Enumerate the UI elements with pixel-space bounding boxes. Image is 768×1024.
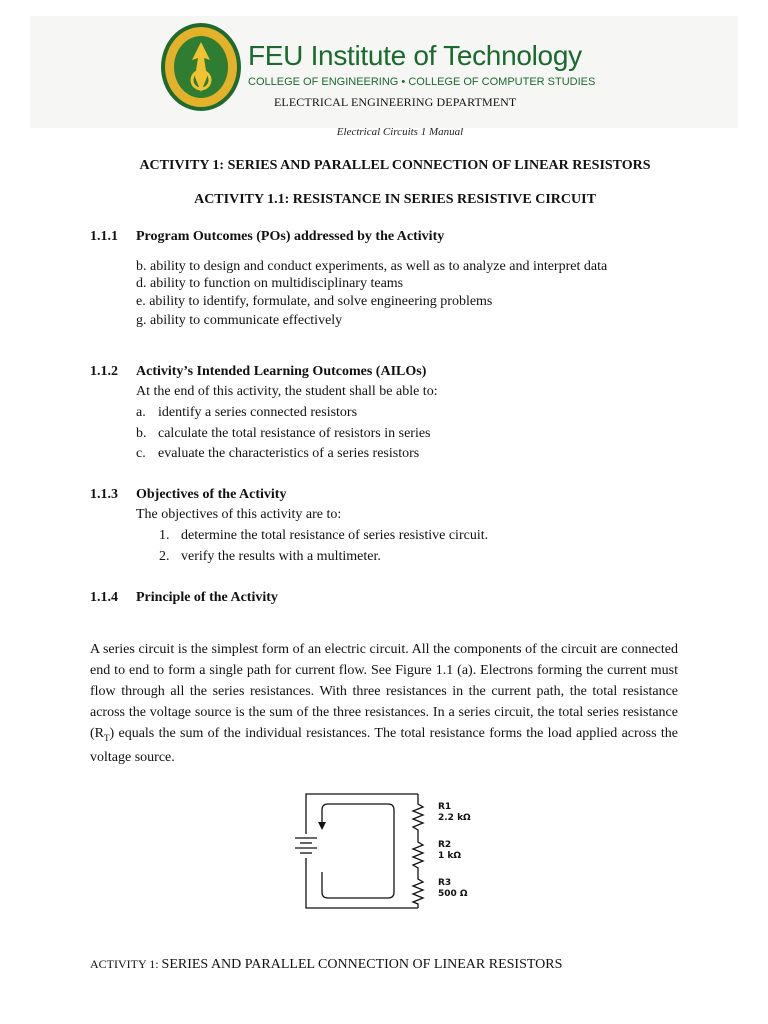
resistor-value: 1 kΩ (438, 851, 462, 861)
subscript-t: T (104, 732, 110, 743)
section-title: Principle of the Activity (136, 590, 278, 605)
resistor-r3-symbol (413, 876, 423, 908)
ailo-intro: At the end of this activity, the student shall be able to: (136, 384, 438, 399)
item-label: 1. (159, 528, 170, 543)
section-heading-1-1-4 (90, 590, 278, 606)
section-number: 1.1.1 (90, 229, 118, 244)
section-title: Activity’s Intended Learning Outcomes (AILOs) (136, 364, 427, 379)
institution-name: FEU Institute of Technology (248, 40, 582, 71)
colleges-line: COLLEGE OF ENGINEERING • COLLEGE OF COMPUTER STUDIES (248, 76, 596, 88)
item-text: verify the results with a multimeter. (181, 549, 381, 564)
footer-text: SERIES AND PARALLEL CONNECTION OF LINEAR RESISTORS (161, 957, 563, 972)
paragraph-text-b: ) equals the sum of the individual resistances. The total resistance forms the load applied across the voltage source. (90, 725, 678, 766)
resistor-r2-symbol (413, 838, 423, 876)
department-name: ELECTRICAL ENGINEERING DEPARTMENT (274, 95, 517, 109)
current-flow-path (322, 804, 394, 898)
item-text: evaluate the characteristics of a series resistors (158, 446, 420, 461)
resistor-name: R2 (438, 840, 452, 850)
item-text: calculate the total resistance of resistors in series (158, 426, 431, 441)
section-number: 1.1.3 (90, 487, 118, 502)
item-text: identify a series connected resistors (158, 405, 358, 420)
item-label: 2. (159, 549, 170, 564)
item-text: determine the total resistance of series resistive circuit. (181, 528, 489, 543)
circuit-wire (306, 858, 418, 908)
section-number: 1.1.4 (90, 590, 118, 605)
subactivity-title: ACTIVITY 1.1: RESISTANCE IN SERIES RESISTIVE CIRCUIT (194, 192, 596, 207)
resistor-r1-symbol (413, 794, 423, 838)
resistor-value: 500 Ω (438, 889, 468, 899)
ailo-item (136, 446, 419, 462)
manual-title: Electrical Circuits 1 Manual (336, 126, 464, 138)
section-heading-1-1-1 (90, 229, 444, 245)
section-heading-1-1-2 (90, 364, 426, 380)
section-number: 1.1.2 (90, 364, 118, 379)
resistor-labels (438, 802, 471, 900)
objectives-intro: The objectives of this activity are to: (136, 507, 342, 522)
po-item: e. ability to identify, formulate, and solve engineering problems (136, 294, 493, 309)
po-item: g. ability to communicate effectively (136, 313, 343, 328)
item-label: a. (136, 405, 146, 420)
activity-title: ACTIVITY 1: SERIES AND PARALLEL CONNECTION OF LINEAR RESISTORS (139, 158, 651, 173)
ailo-item (136, 426, 431, 442)
resistor-value: 2.2 kΩ (438, 813, 471, 823)
objective-item (159, 528, 488, 544)
feu-tech-seal-logo (160, 22, 242, 112)
letterhead-band (30, 16, 738, 128)
footer-prefix: ACTIVITY 1: (90, 957, 162, 971)
paragraph-text-a: A series circuit is the simplest form of an electric circuit. All the components of the circuit are connected end to end to form a single path for current flow. See Figure 1.1 (a). Electrons forming the current must flow through all the series resistances. With three resistances in the current path, the total resistance across the voltage source is the sum of the three resistances. In a series circuit, the total series resistance (R (90, 642, 678, 741)
resistor-name: R1 (438, 802, 452, 812)
objective-item (159, 549, 381, 565)
page-footer (90, 957, 562, 973)
po-item: b. ability to design and conduct experiments, as well as to analyze and interpret data (136, 259, 608, 274)
resistor-name: R3 (438, 878, 452, 888)
principle-paragraph (90, 640, 678, 769)
po-item: d. ability to function on multidisciplinary teams (136, 276, 404, 291)
ailo-item (136, 405, 357, 421)
item-label: c. (136, 446, 146, 461)
current-arrow-icon (318, 822, 326, 830)
section-title: Objectives of the Activity (136, 487, 287, 502)
section-title: Program Outcomes (POs) addressed by the Activity (136, 229, 445, 244)
item-label: b. (136, 426, 147, 441)
section-heading-1-1-3 (90, 487, 286, 503)
